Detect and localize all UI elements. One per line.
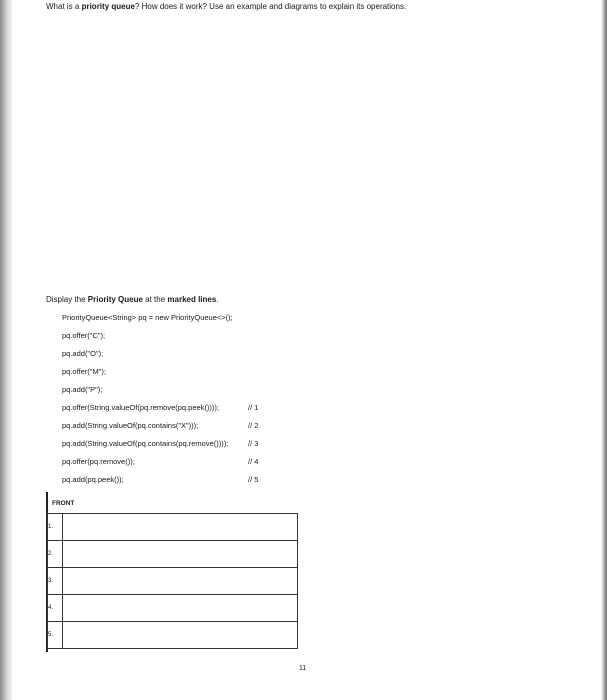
instruction-text: Display the Priority Queue at the marked lines. xyxy=(46,295,219,304)
code-line xyxy=(62,327,272,345)
code-line xyxy=(62,309,272,327)
line-marker: // 3 xyxy=(248,439,259,448)
line-marker: // 5 xyxy=(248,475,259,484)
table-row xyxy=(48,514,298,541)
answer-cell[interactable] xyxy=(63,568,298,595)
code-text: pq.add(String.valueOf(pq.contains(pq.remove()))); xyxy=(62,439,229,448)
row-number: 5. xyxy=(48,622,63,649)
code-line xyxy=(62,363,272,381)
table-row xyxy=(48,541,298,568)
code-line xyxy=(62,453,272,471)
question-text: What is a priority queue? How does it work? Use an example and diagrams to explain its operations. xyxy=(46,2,407,11)
line-marker: // 4 xyxy=(248,457,259,466)
code-line xyxy=(62,381,272,399)
code-text: pq.add(pq.peek()); xyxy=(62,475,124,484)
code-line xyxy=(62,435,272,453)
code-text: pq.offer("M"); xyxy=(62,367,106,376)
code-line xyxy=(62,417,272,435)
code-line xyxy=(62,399,272,417)
page-number: 11 xyxy=(299,665,307,672)
code-text: pq.add(String.valueOf(pq.contains("X"))); xyxy=(62,421,199,430)
code-block xyxy=(62,309,272,489)
code-text: PriorityQueue<String> pq = new PriorityQueue<>(); xyxy=(62,313,233,322)
code-text: pq.add("O"); xyxy=(62,349,104,358)
row-number: 4. xyxy=(48,595,63,622)
answer-cell[interactable] xyxy=(63,541,298,568)
front-label: FRONT xyxy=(52,500,75,507)
table-row xyxy=(48,622,298,649)
answer-cell[interactable] xyxy=(63,622,298,649)
row-number: 2. xyxy=(48,541,63,568)
row-number: 3. xyxy=(48,568,63,595)
row-number: 1. xyxy=(48,514,63,541)
page-shadow-right xyxy=(601,0,607,700)
code-text: pq.add("P"); xyxy=(62,385,103,394)
table-row xyxy=(48,568,298,595)
table-row xyxy=(48,595,298,622)
code-text: pq.offer("C"); xyxy=(62,331,106,340)
page-shadow-left xyxy=(0,0,12,700)
answer-cell[interactable] xyxy=(63,595,298,622)
code-text: pq.offer(String.valueOf(pq.remove(pq.peek()))); xyxy=(62,403,220,412)
line-marker: // 1 xyxy=(248,403,259,412)
code-text: pq.offer(pq.remove()); xyxy=(62,457,135,466)
code-line xyxy=(62,345,272,363)
priority-queue-table xyxy=(47,513,298,649)
answer-cell[interactable] xyxy=(63,514,298,541)
line-marker: // 2 xyxy=(248,421,259,430)
code-line xyxy=(62,471,272,489)
